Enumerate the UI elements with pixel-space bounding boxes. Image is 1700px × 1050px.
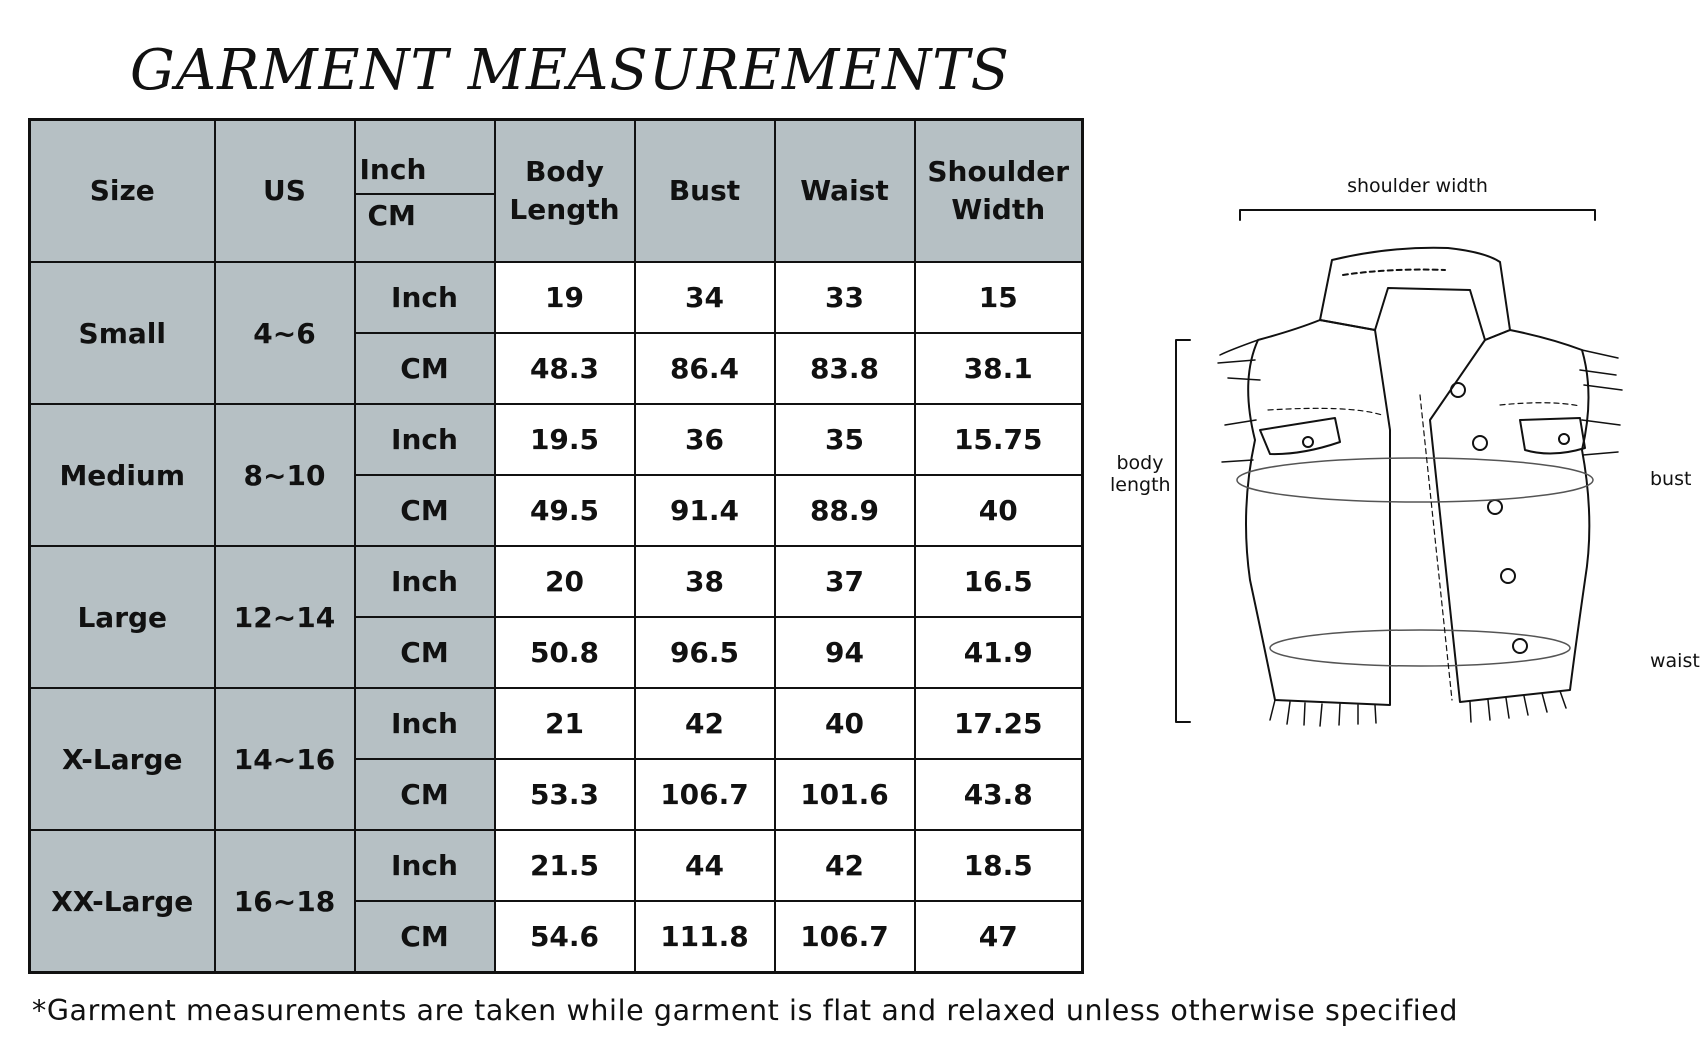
page-title: GARMENT MEASUREMENTS bbox=[130, 38, 1010, 103]
bust-label: bust bbox=[1650, 468, 1692, 490]
shoulder-width-cell: 41.9 bbox=[915, 617, 1083, 688]
shoulder-width-cell: 18.5 bbox=[915, 830, 1083, 901]
us-size-cell: 14~16 bbox=[215, 688, 355, 830]
shoulder-width-cell: 16.5 bbox=[915, 546, 1083, 617]
header-size: Size bbox=[30, 120, 215, 263]
left-pocket-button bbox=[1303, 437, 1313, 447]
shoulder-width-cell: 38.1 bbox=[915, 333, 1083, 404]
body-length-bracket bbox=[1176, 340, 1190, 722]
header-unit-cm: CM bbox=[367, 199, 416, 232]
footnote: *Garment measurements are taken while garment is flat and relaxed unless otherwise specified bbox=[32, 994, 1459, 1027]
unit-cell: CM bbox=[355, 475, 495, 546]
shoulder-width-cell: 40 bbox=[915, 475, 1083, 546]
header-shoulder-width-line1: Shoulder bbox=[927, 155, 1070, 188]
unit-cell: CM bbox=[355, 333, 495, 404]
unit-cell: Inch bbox=[355, 404, 495, 475]
header-body-length-line2: Length bbox=[509, 193, 620, 226]
unit-cell: Inch bbox=[355, 688, 495, 759]
button-4 bbox=[1501, 569, 1515, 583]
us-size-cell: 8~10 bbox=[215, 404, 355, 546]
shoulder-width-cell: 15 bbox=[915, 262, 1083, 333]
waist-cell: 42 bbox=[775, 830, 915, 901]
waist-cell: 40 bbox=[775, 688, 915, 759]
bust-cell: 111.8 bbox=[635, 901, 775, 973]
button-3 bbox=[1488, 500, 1502, 514]
unit-cell: Inch bbox=[355, 546, 495, 617]
header-shoulder-width-line2: Width bbox=[951, 193, 1046, 226]
bust-ellipse bbox=[1237, 458, 1593, 502]
shoulder-width-label: shoulder width bbox=[1347, 175, 1488, 197]
left-pocket-flap bbox=[1260, 418, 1340, 454]
header-unit bbox=[355, 120, 495, 263]
table-header-row bbox=[30, 120, 1083, 263]
waist-cell: 101.6 bbox=[775, 759, 915, 830]
vest-diagram bbox=[1090, 175, 1700, 744]
size-name-cell: Small bbox=[30, 262, 215, 404]
header-unit-inch: Inch bbox=[359, 153, 427, 186]
body-length-cell: 54.6 bbox=[495, 901, 635, 973]
body-length-cell: 19 bbox=[495, 262, 635, 333]
table-row bbox=[30, 688, 1083, 759]
unit-cell: CM bbox=[355, 759, 495, 830]
header-bust: Bust bbox=[635, 120, 775, 263]
body-length-cell: 49.5 bbox=[495, 475, 635, 546]
header-us: US bbox=[215, 120, 355, 263]
body-length-cell: 19.5 bbox=[495, 404, 635, 475]
shoulder-width-cell: 47 bbox=[915, 901, 1083, 973]
body-length-cell: 48.3 bbox=[495, 333, 635, 404]
body-length-cell: 53.3 bbox=[495, 759, 635, 830]
waist-cell: 94 bbox=[775, 617, 915, 688]
bust-cell: 34 bbox=[635, 262, 775, 333]
waist-cell: 35 bbox=[775, 404, 915, 475]
waist-cell: 106.7 bbox=[775, 901, 915, 973]
body-length-cell: 21 bbox=[495, 688, 635, 759]
waist-label: waist bbox=[1650, 650, 1700, 672]
right-front-panel bbox=[1430, 330, 1589, 702]
header-body-length bbox=[495, 120, 635, 263]
bust-cell: 44 bbox=[635, 830, 775, 901]
button-5 bbox=[1513, 639, 1527, 653]
size-name-cell: Large bbox=[30, 546, 215, 688]
waist-cell: 33 bbox=[775, 262, 915, 333]
bust-cell: 91.4 bbox=[635, 475, 775, 546]
body-length-cell: 20 bbox=[495, 546, 635, 617]
size-name-cell: Medium bbox=[30, 404, 215, 546]
unit-cell: Inch bbox=[355, 262, 495, 333]
header-unit-divider bbox=[356, 193, 494, 195]
bust-cell: 106.7 bbox=[635, 759, 775, 830]
shoulder-width-bracket bbox=[1240, 210, 1595, 220]
body-length-label-line2: length bbox=[1110, 474, 1171, 496]
button-2 bbox=[1473, 436, 1487, 450]
body-length-cell: 21.5 bbox=[495, 830, 635, 901]
size-chart-table bbox=[28, 118, 1084, 974]
bust-cell: 86.4 bbox=[635, 333, 775, 404]
us-size-cell: 12~14 bbox=[215, 546, 355, 688]
body-length-cell: 50.8 bbox=[495, 617, 635, 688]
right-pocket-button bbox=[1559, 434, 1569, 444]
waist-ellipse bbox=[1270, 630, 1570, 666]
button-1 bbox=[1451, 383, 1465, 397]
waist-cell: 88.9 bbox=[775, 475, 915, 546]
bust-cell: 38 bbox=[635, 546, 775, 617]
waist-cell: 83.8 bbox=[775, 333, 915, 404]
table-row bbox=[30, 830, 1083, 901]
table-body bbox=[30, 262, 1083, 973]
vest-illustration bbox=[1090, 180, 1700, 740]
waist-cell: 37 bbox=[775, 546, 915, 617]
bust-cell: 36 bbox=[635, 404, 775, 475]
body-length-label bbox=[1110, 452, 1170, 496]
left-front-panel bbox=[1246, 320, 1390, 705]
size-name-cell: XX-Large bbox=[30, 830, 215, 973]
bust-cell: 96.5 bbox=[635, 617, 775, 688]
shoulder-width-cell: 17.25 bbox=[915, 688, 1083, 759]
unit-cell: Inch bbox=[355, 830, 495, 901]
body-length-label-line1: body bbox=[1116, 452, 1164, 474]
unit-cell: CM bbox=[355, 901, 495, 973]
size-name-cell: X-Large bbox=[30, 688, 215, 830]
header-shoulder-width bbox=[915, 120, 1083, 263]
shoulder-width-cell: 15.75 bbox=[915, 404, 1083, 475]
us-size-cell: 4~6 bbox=[215, 262, 355, 404]
table-row bbox=[30, 404, 1083, 475]
bust-cell: 42 bbox=[635, 688, 775, 759]
header-body-length-line1: Body bbox=[525, 155, 604, 188]
right-pocket-flap bbox=[1520, 418, 1585, 454]
table-row bbox=[30, 546, 1083, 617]
unit-cell: CM bbox=[355, 617, 495, 688]
table-row bbox=[30, 262, 1083, 333]
us-size-cell: 16~18 bbox=[215, 830, 355, 973]
shoulder-width-cell: 43.8 bbox=[915, 759, 1083, 830]
header-waist: Waist bbox=[775, 120, 915, 263]
